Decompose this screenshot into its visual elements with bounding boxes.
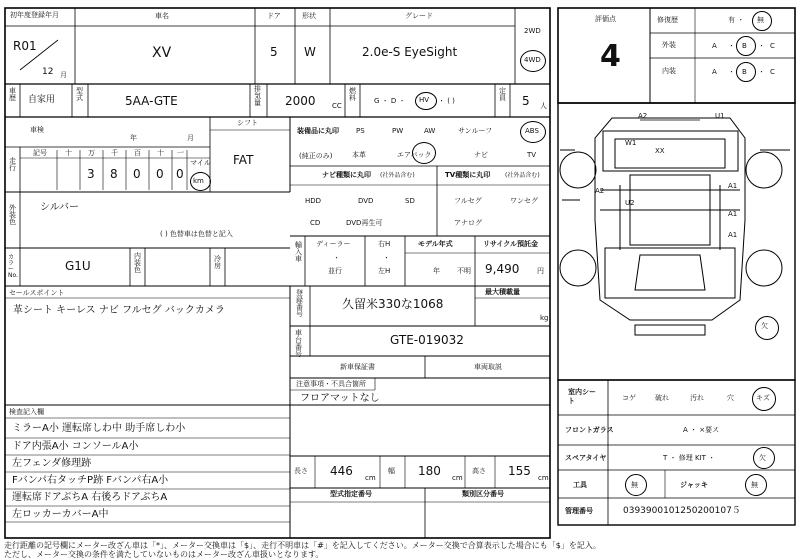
repair-label: 修復歴 (657, 16, 678, 24)
damage-mark: W1 (625, 139, 637, 147)
import-left: 左H (378, 267, 391, 275)
mgmt-label: 管理番号 (565, 507, 593, 515)
km-label: km (193, 177, 204, 185)
score-value: 4 (600, 39, 621, 74)
class-number-label: 類別区分番号 (462, 490, 504, 498)
inspection-note-line: 運転席ドアぶちA 右後ろドアぶちA (12, 492, 168, 503)
interior-opt-ana: 穴 (727, 394, 734, 402)
mileage-digit: 8 (110, 167, 118, 181)
interior-opt-koge: コゲ (622, 394, 636, 402)
damage-mark: U2 (625, 199, 635, 207)
mgmt-number: 0393900101250200107５ (623, 506, 741, 516)
import-parallel: 並行 (328, 267, 342, 275)
tv-analog: アナログ (454, 219, 482, 227)
mileage-label: 走行 (9, 157, 16, 172)
repair-options: 有 ・ (728, 16, 745, 24)
drive-2wd: 2WD (524, 27, 541, 35)
damage-mark: A2 (595, 187, 605, 195)
grade-label: グレード (405, 12, 433, 20)
int-sep-2: ・ (758, 68, 765, 76)
glass-label: フロントガラス (565, 426, 614, 434)
equip-pw: PW (392, 127, 404, 135)
displacement-value: 2000 (285, 94, 316, 108)
yen-unit: 円 (537, 267, 544, 275)
inspection-notes-label: 検査記入欄 (9, 408, 44, 416)
color-no: G1U (65, 259, 91, 273)
color-note: ( ) 色替車は色替と記入 (160, 230, 233, 238)
length-label: 長さ (294, 467, 308, 475)
exterior-label: 外装色 (9, 204, 16, 226)
car-name-label: 車名 (155, 12, 169, 20)
int-a: A (712, 68, 717, 76)
fuel-hv: HV (419, 96, 430, 104)
import-dot-2: ・ (383, 254, 390, 262)
mileage-digit: 0 (156, 167, 164, 181)
model-year-label: モデル年式 (418, 240, 453, 248)
grade-value: 2.0e-S EyeSight (362, 45, 458, 59)
length-unit: cm (365, 474, 376, 482)
recycle-label: リサイクル預託金 (483, 240, 539, 248)
width-unit: cm (452, 474, 463, 482)
equip-airbag: エアバック (397, 151, 432, 159)
inspection-note-line: ドア内張A小 コンソールA小 (12, 441, 139, 452)
height-label: 高さ (472, 467, 486, 475)
shift-label: シフト (237, 119, 258, 127)
mile-label: マイル (190, 159, 211, 167)
notice-label: 注意事項・不具合箇所 (296, 380, 366, 388)
registration-number: 久留米330な1068 (342, 297, 444, 311)
door-label: ドア (267, 12, 281, 20)
interior-seat-label: 室内シート (568, 388, 596, 406)
first-reg-month: 12 (42, 67, 54, 77)
import-right: 右H (378, 240, 391, 248)
digit-header-2: 万 (88, 149, 95, 157)
height-unit: cm (538, 474, 549, 482)
navi-sub: (社外品含む) (380, 172, 415, 179)
equipment-label: 装備品に丸印 (297, 127, 339, 135)
import-label: 輸入車 (295, 241, 302, 263)
navi-dvd: DVD (358, 197, 374, 205)
equip-tv: TV (527, 151, 537, 159)
inspection-note-line: ミラーA小 運転席しわ中 助手席しわ小 (12, 423, 186, 434)
ext-label: 外装 (662, 41, 676, 49)
inspection-note-line: 左フェンダ修理跡 (12, 458, 92, 469)
tool-label: 工具 (573, 481, 587, 489)
mileage-digit: 3 (87, 167, 95, 181)
navi-cd: CD (310, 219, 321, 227)
shape-value: W (304, 45, 316, 59)
inspection-label: 車検 (30, 126, 44, 134)
damage-mark: U1 (715, 112, 725, 120)
spare-value: T ・ 修理 KIT ・ (663, 454, 716, 462)
damage-mark: A1 (728, 210, 738, 218)
person-unit: 人 (540, 102, 547, 110)
equip-leather: 本革 (352, 151, 366, 159)
sales-point-text: 革シート キーレス ナビ フルセグ バックカメラ (13, 305, 225, 316)
jack-label: ジャッキ (680, 481, 708, 489)
manual-label: 車両取説 (474, 363, 502, 371)
tool-value: 無 (631, 481, 638, 489)
repair-none: 無 (757, 16, 764, 24)
jack-value: 無 (751, 481, 758, 489)
import-dealer: ディーラー (316, 240, 351, 248)
width-label: 幅 (388, 467, 395, 475)
navi-header: ナビ種類に丸印 (322, 171, 371, 179)
width-value: 180 (418, 464, 441, 478)
shift-value: FAT (233, 153, 254, 167)
chassis-number: GTE-019032 (390, 333, 464, 347)
spare-label: スペアタイヤ (565, 454, 607, 462)
score-label: 評価点 (595, 15, 616, 23)
ac-label: 冷房 (214, 255, 221, 270)
sales-point-label: セールスポイント (9, 289, 65, 297)
door-value: 5 (270, 45, 278, 59)
damage-mark: XX (655, 147, 665, 155)
spare-kyu: 欠 (759, 454, 766, 462)
ext-b: B (742, 42, 747, 50)
chassis-label: 車台番号 (295, 329, 302, 358)
inspection-note-line: Fバンパ右タッチP跡 Fバンパ右A小 (12, 475, 169, 486)
usage-label: 車歴 (9, 87, 16, 102)
digit-header-1: 十 (65, 149, 72, 157)
interior-color-label: 内装色 (134, 252, 141, 274)
glass-value: A ・ ×要ス (683, 426, 720, 434)
registration-label: 登録番号 (296, 289, 303, 318)
first-reg-era: R01 (13, 39, 37, 53)
ext-sep: ・ (728, 42, 735, 50)
inspection-month: 月 (187, 134, 194, 142)
int-c: C (770, 68, 775, 76)
capacity-label: 定員 (499, 87, 506, 102)
int-sep: ・ (728, 68, 735, 76)
tv-header: TV種類に丸印 (445, 171, 491, 179)
tv-oneseg: ワンセグ (510, 197, 538, 205)
footer-note-1: 走行距離の記号欄にメーター改ざん車は「*」、メーター交換車は「$」、走行不明車は「#」を記入してください。メーター交換で合算表示した場合にも「$」を記入。 (4, 541, 601, 550)
interior-opt-yabure: 破れ (655, 394, 669, 402)
digit-header-5: 十 (157, 149, 164, 157)
length-value: 446 (330, 464, 353, 478)
footer-note-2: ただし、メーター交換の条件を満たしていないものはメーター改ざん車扱いとなります。 (4, 550, 324, 559)
equipment-sub: (純正のみ) (299, 152, 333, 160)
inspection-year: 年 (130, 134, 137, 142)
fuel-label: 燃料 (349, 87, 356, 102)
ext-a: A (712, 42, 717, 50)
mileage-digit: 0 (133, 167, 141, 181)
digit-header-3: 千 (111, 149, 118, 157)
recycle-value: 9,490 (485, 262, 520, 276)
shape-label: 形状 (302, 12, 316, 20)
equip-aw: AW (424, 127, 436, 135)
digit-header-4: 百 (134, 149, 141, 157)
model-label: 型式 (76, 87, 83, 102)
import-dot: ・ (333, 254, 340, 262)
tv-fullseg: フルセグ (454, 197, 482, 205)
kyu-mark: 欠 (761, 322, 768, 330)
fuel-options: G ・ D ・ (374, 97, 406, 105)
model-value: 5AA-GTE (125, 94, 178, 108)
car-diagram (560, 118, 790, 335)
cc-unit: CC (332, 102, 342, 110)
color-no-label: カラーNo. (8, 254, 18, 279)
usage-value: 自家用 (28, 95, 56, 105)
type-number-label: 型式指定番号 (330, 490, 372, 498)
warranty-label: 新車保証書 (340, 363, 375, 371)
displacement-label: 排気量 (254, 85, 261, 107)
digit-header-0: 記号 (33, 149, 47, 157)
max-load-label: 最大積載量 (485, 288, 520, 296)
capacity-value: 5 (522, 94, 530, 108)
navi-dvd-play: DVD再生可 (346, 219, 383, 227)
exterior-color: シルバー (40, 202, 80, 213)
equip-navi: ナビ (474, 151, 488, 159)
navi-sd: SD (405, 197, 415, 205)
damage-mark: A1 (728, 182, 738, 190)
navi-hdd: HDD (305, 197, 322, 205)
damage-mark: A1 (728, 231, 738, 239)
drive-4wd: 4WD (524, 56, 541, 64)
notice-text: フロアマットなし (300, 393, 380, 404)
tv-sub: (社外品含む) (505, 172, 540, 179)
model-year-unknown: 不明 (457, 267, 471, 275)
int-label: 内装 (662, 67, 676, 75)
interior-opt-yogore: 汚れ (690, 394, 704, 402)
mileage-digit: 0 (176, 167, 184, 181)
first-reg-month-unit: 月 (60, 71, 67, 79)
equip-ps: PS (356, 127, 365, 135)
model-year-year: 年 (433, 267, 440, 275)
int-b: B (742, 68, 747, 76)
equip-sunroof: サンルーフ (458, 127, 493, 135)
car-name: XV (152, 45, 172, 61)
fuel-other: ・ ( ) (438, 97, 455, 105)
equip-abs: ABS (525, 127, 539, 135)
ext-sep-2: ・ (758, 42, 765, 50)
first-reg-label: 初年度登録年月 (10, 11, 59, 19)
ext-c: C (770, 42, 775, 50)
interior-opt-kizu: キズ (756, 394, 770, 402)
damage-mark: A2 (638, 112, 648, 120)
digit-header-6: 一 (177, 149, 184, 157)
inspection-note-line: 左ロッカーカバーA中 (12, 509, 109, 520)
height-value: 155 (508, 464, 531, 478)
kg-unit: kg (540, 314, 549, 322)
